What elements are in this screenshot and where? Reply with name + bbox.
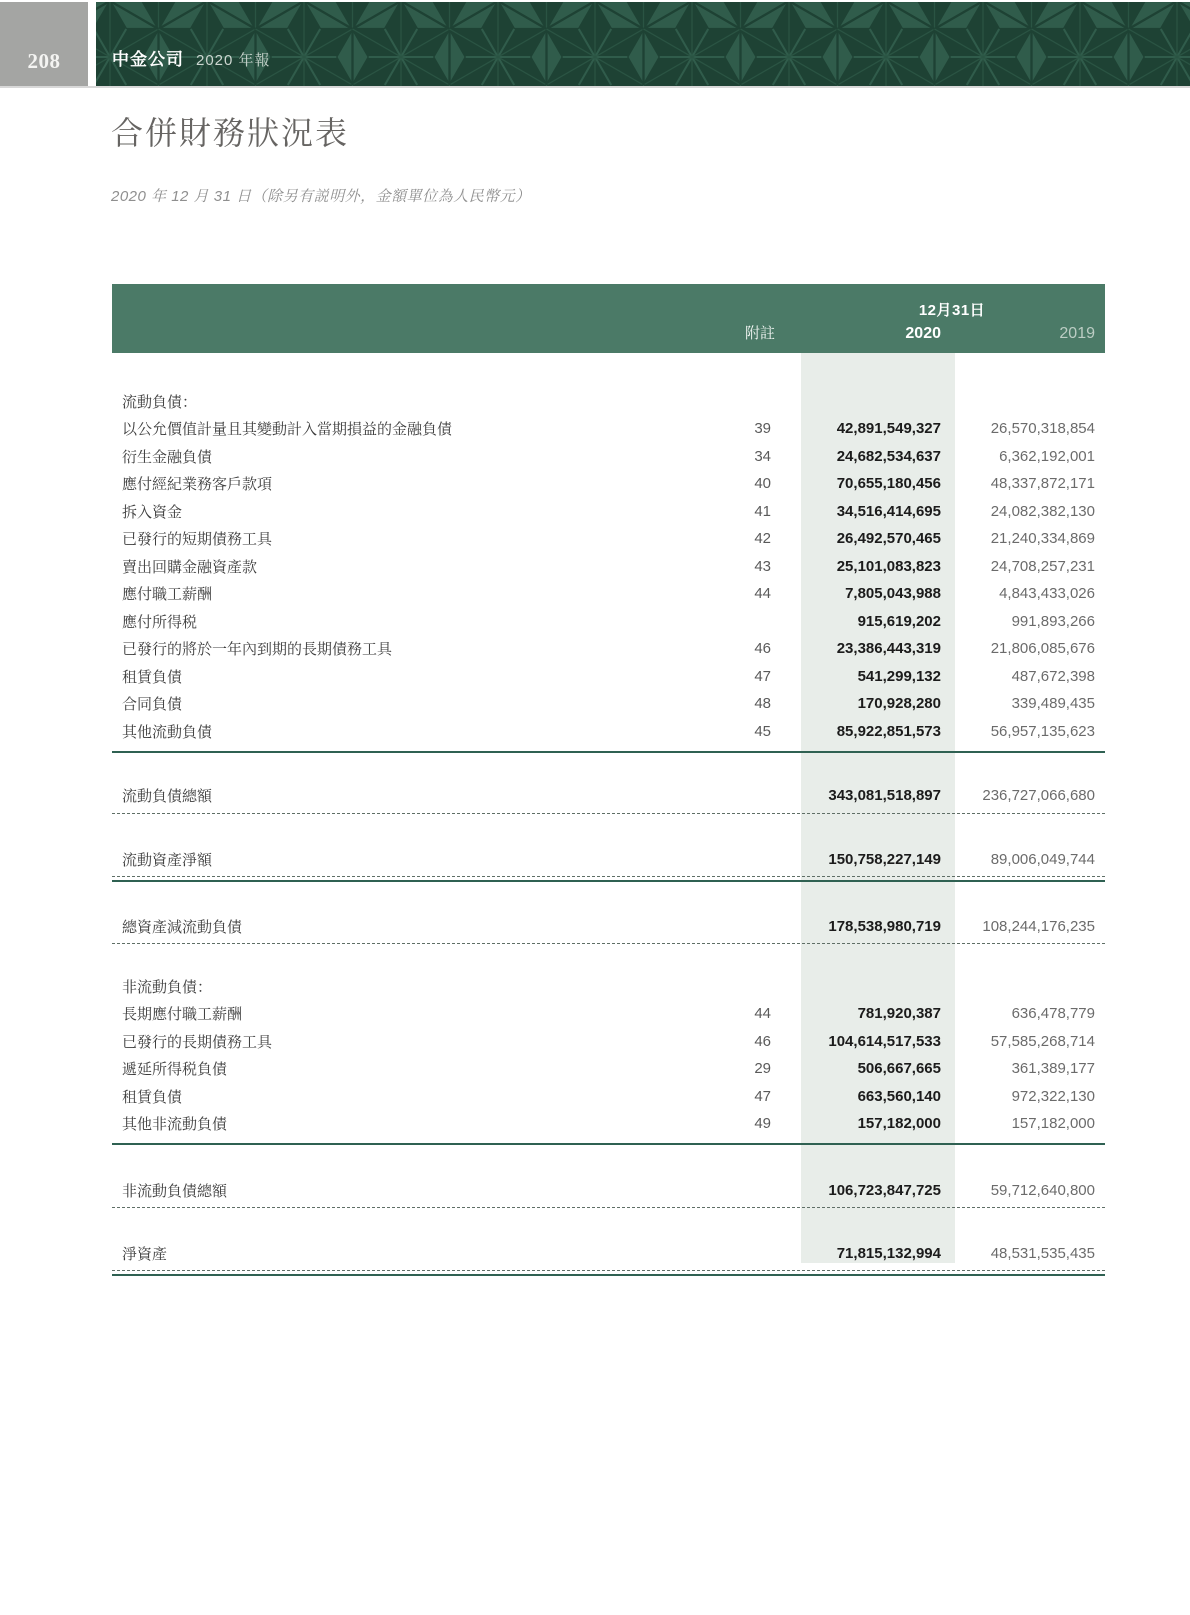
table-row bbox=[112, 415, 1105, 443]
row-note: 43 bbox=[754, 557, 771, 575]
section-current-liabilities bbox=[112, 387, 1105, 415]
banner-text bbox=[112, 45, 271, 70]
row-value-2020: 7,805,043,988 bbox=[845, 585, 941, 603]
row-value-2019: 991,893,266 bbox=[1011, 612, 1095, 630]
table-row bbox=[112, 1083, 1105, 1111]
row-value-2019: 4,843,433,026 bbox=[999, 585, 1095, 603]
row-note: 34 bbox=[754, 447, 771, 465]
row-value-2020: 42,891,549,327 bbox=[836, 420, 941, 438]
col-2020-header: 2020 bbox=[905, 325, 941, 342]
row-note: 41 bbox=[754, 502, 771, 520]
table-row bbox=[112, 635, 1105, 663]
row-label: 已發行的將於一年內到期的長期債務工具 bbox=[122, 641, 393, 659]
row-value-2019: 361,389,177 bbox=[1011, 1060, 1095, 1078]
row-label: 合同負債 bbox=[122, 696, 183, 714]
row-label: 流動資產淨額 bbox=[122, 851, 213, 869]
col-date-header: 12月31日 bbox=[918, 302, 986, 319]
total-row bbox=[112, 1177, 1105, 1205]
table-header bbox=[112, 284, 1105, 353]
row-value-2019: 636,478,779 bbox=[1011, 1005, 1095, 1023]
table-row bbox=[112, 1055, 1105, 1083]
row-label: 長期應付職工薪酬 bbox=[122, 1006, 243, 1024]
row-value-2019: 108,244,176,235 bbox=[982, 917, 1095, 935]
table-row bbox=[112, 608, 1105, 636]
table-row bbox=[112, 443, 1105, 471]
table-row bbox=[112, 663, 1105, 691]
row-value-2020: 106,723,847,725 bbox=[828, 1182, 941, 1199]
col-2019-header: 2019 bbox=[1059, 325, 1095, 342]
row-label: 遞延所得税負債 bbox=[122, 1061, 228, 1079]
row-value-2020: 71,815,132,994 bbox=[836, 1245, 941, 1262]
row-value-2020: 25,101,083,823 bbox=[836, 557, 941, 575]
total-row bbox=[112, 845, 1105, 873]
section-rule bbox=[112, 1274, 1105, 1276]
row-value-2020: 781,920,387 bbox=[857, 1005, 941, 1023]
row-label: 應付職工薪酬 bbox=[122, 586, 213, 604]
row-label: 應付所得税 bbox=[122, 613, 198, 631]
col-note-header: 附註 bbox=[744, 325, 775, 342]
row-value-2019: 487,672,398 bbox=[1011, 667, 1095, 685]
row-value-2020: 157,182,000 bbox=[857, 1115, 941, 1133]
row-note: 40 bbox=[754, 475, 771, 493]
row-value-2020: 70,655,180,456 bbox=[836, 475, 941, 493]
row-label: 淨資產 bbox=[122, 1246, 168, 1263]
row-label: 總資產減流動負債 bbox=[122, 918, 243, 936]
financial-table bbox=[112, 284, 1105, 1276]
table-row bbox=[112, 553, 1105, 581]
row-note: 44 bbox=[754, 1005, 771, 1023]
table-row bbox=[112, 1110, 1105, 1138]
table-row bbox=[112, 470, 1105, 498]
row-value-2019: 56,957,135,623 bbox=[990, 722, 1095, 740]
row-value-2019: 26,570,318,854 bbox=[990, 420, 1095, 438]
row-label: 衍生金融負債 bbox=[122, 448, 213, 466]
row-note: 29 bbox=[754, 1060, 771, 1078]
row-note: 47 bbox=[754, 1087, 771, 1105]
row-value-2019: 6,362,192,001 bbox=[999, 447, 1095, 465]
row-label: 已發行的長期債務工具 bbox=[122, 1033, 273, 1051]
company-name: 中金公司 bbox=[112, 50, 184, 69]
row-note: 48 bbox=[754, 695, 771, 713]
row-note: 47 bbox=[754, 667, 771, 685]
row-value-2020: 915,619,202 bbox=[857, 612, 941, 630]
table-row bbox=[112, 525, 1105, 553]
row-value-2020: 26,492,570,465 bbox=[836, 530, 941, 548]
row-value-2020: 24,682,534,637 bbox=[836, 447, 941, 465]
row-label: 流動負債總額 bbox=[122, 787, 213, 805]
row-label: 租賃負債 bbox=[122, 1088, 183, 1106]
row-value-2019: 57,585,268,714 bbox=[990, 1032, 1095, 1050]
table-row bbox=[112, 718, 1105, 746]
page-subtitle: 2020 年 12 月 31 日（除另有説明外，金額單位為人民幣元） bbox=[111, 188, 531, 205]
row-note: 46 bbox=[754, 1032, 771, 1050]
row-value-2020: 178,538,980,719 bbox=[828, 917, 941, 935]
row-label: 其他非流動負債 bbox=[122, 1116, 228, 1134]
row-note: 46 bbox=[754, 640, 771, 658]
table-row bbox=[112, 690, 1105, 718]
section-label: 流動負債： bbox=[122, 393, 198, 411]
row-label: 租賃負債 bbox=[122, 668, 183, 686]
row-value-2019: 21,240,334,869 bbox=[990, 530, 1095, 548]
row-value-2020: 23,386,443,319 bbox=[836, 640, 941, 658]
table-row bbox=[112, 1028, 1105, 1056]
row-label: 拆入資金 bbox=[122, 503, 183, 521]
total-row bbox=[112, 781, 1105, 809]
report-year: 2020 年報 bbox=[196, 52, 271, 69]
row-value-2019: 157,182,000 bbox=[1011, 1115, 1095, 1133]
row-note: 49 bbox=[754, 1115, 771, 1133]
table-row bbox=[112, 1000, 1105, 1028]
row-value-2020: 343,081,518,897 bbox=[828, 786, 941, 804]
row-value-2020: 104,614,517,533 bbox=[828, 1032, 941, 1050]
row-value-2019: 59,712,640,800 bbox=[990, 1182, 1095, 1199]
row-label: 應付經紀業務客戶款項 bbox=[122, 476, 273, 494]
row-note: 44 bbox=[754, 585, 771, 603]
table-row bbox=[112, 498, 1105, 526]
row-value-2019: 21,806,085,676 bbox=[990, 640, 1095, 658]
row-label: 以公允價值計量且其變動計入當期損益的金融負債 bbox=[122, 421, 453, 439]
page-number-box bbox=[0, 2, 88, 86]
row-value-2019: 89,006,049,744 bbox=[990, 850, 1095, 868]
table-row bbox=[112, 580, 1105, 608]
total-row bbox=[112, 1240, 1105, 1268]
row-note: 42 bbox=[754, 530, 771, 548]
row-value-2020: 506,667,665 bbox=[857, 1060, 941, 1078]
row-value-2019: 24,082,382,130 bbox=[990, 502, 1095, 520]
table-body bbox=[112, 353, 1105, 1276]
row-label: 非流動負債總額 bbox=[122, 1183, 228, 1200]
row-value-2020: 541,299,132 bbox=[857, 667, 941, 685]
section-label: 非流動負債： bbox=[122, 978, 213, 996]
row-value-2019: 339,489,435 bbox=[1011, 695, 1095, 713]
row-value-2020: 85,922,851,573 bbox=[836, 722, 941, 740]
row-label: 已發行的短期債務工具 bbox=[122, 531, 273, 549]
total-row bbox=[112, 912, 1105, 940]
row-value-2019: 24,708,257,231 bbox=[990, 557, 1095, 575]
row-label: 賣出回購金融資產款 bbox=[122, 558, 258, 576]
row-value-2020: 170,928,280 bbox=[857, 695, 941, 713]
asanoha-pattern bbox=[96, 2, 1190, 86]
row-value-2019: 48,337,872,171 bbox=[990, 475, 1095, 493]
row-value-2020: 150,758,227,149 bbox=[828, 850, 941, 868]
row-value-2019: 236,727,066,680 bbox=[982, 786, 1095, 804]
page-number: 208 bbox=[27, 49, 61, 73]
banner bbox=[96, 2, 1190, 86]
row-value-2019: 972,322,130 bbox=[1011, 1087, 1095, 1105]
page-header bbox=[0, 2, 1190, 88]
row-value-2020: 34,516,414,695 bbox=[836, 502, 941, 520]
row-note: 39 bbox=[754, 420, 771, 438]
row-note: 45 bbox=[754, 722, 771, 740]
row-label: 其他流動負債 bbox=[122, 723, 213, 741]
row-value-2019: 48,531,535,435 bbox=[990, 1245, 1095, 1262]
row-value-2020: 663,560,140 bbox=[857, 1087, 941, 1105]
page-title: 合併財務狀況表 bbox=[111, 115, 350, 151]
section-non-current-liabilities bbox=[112, 972, 1105, 1000]
